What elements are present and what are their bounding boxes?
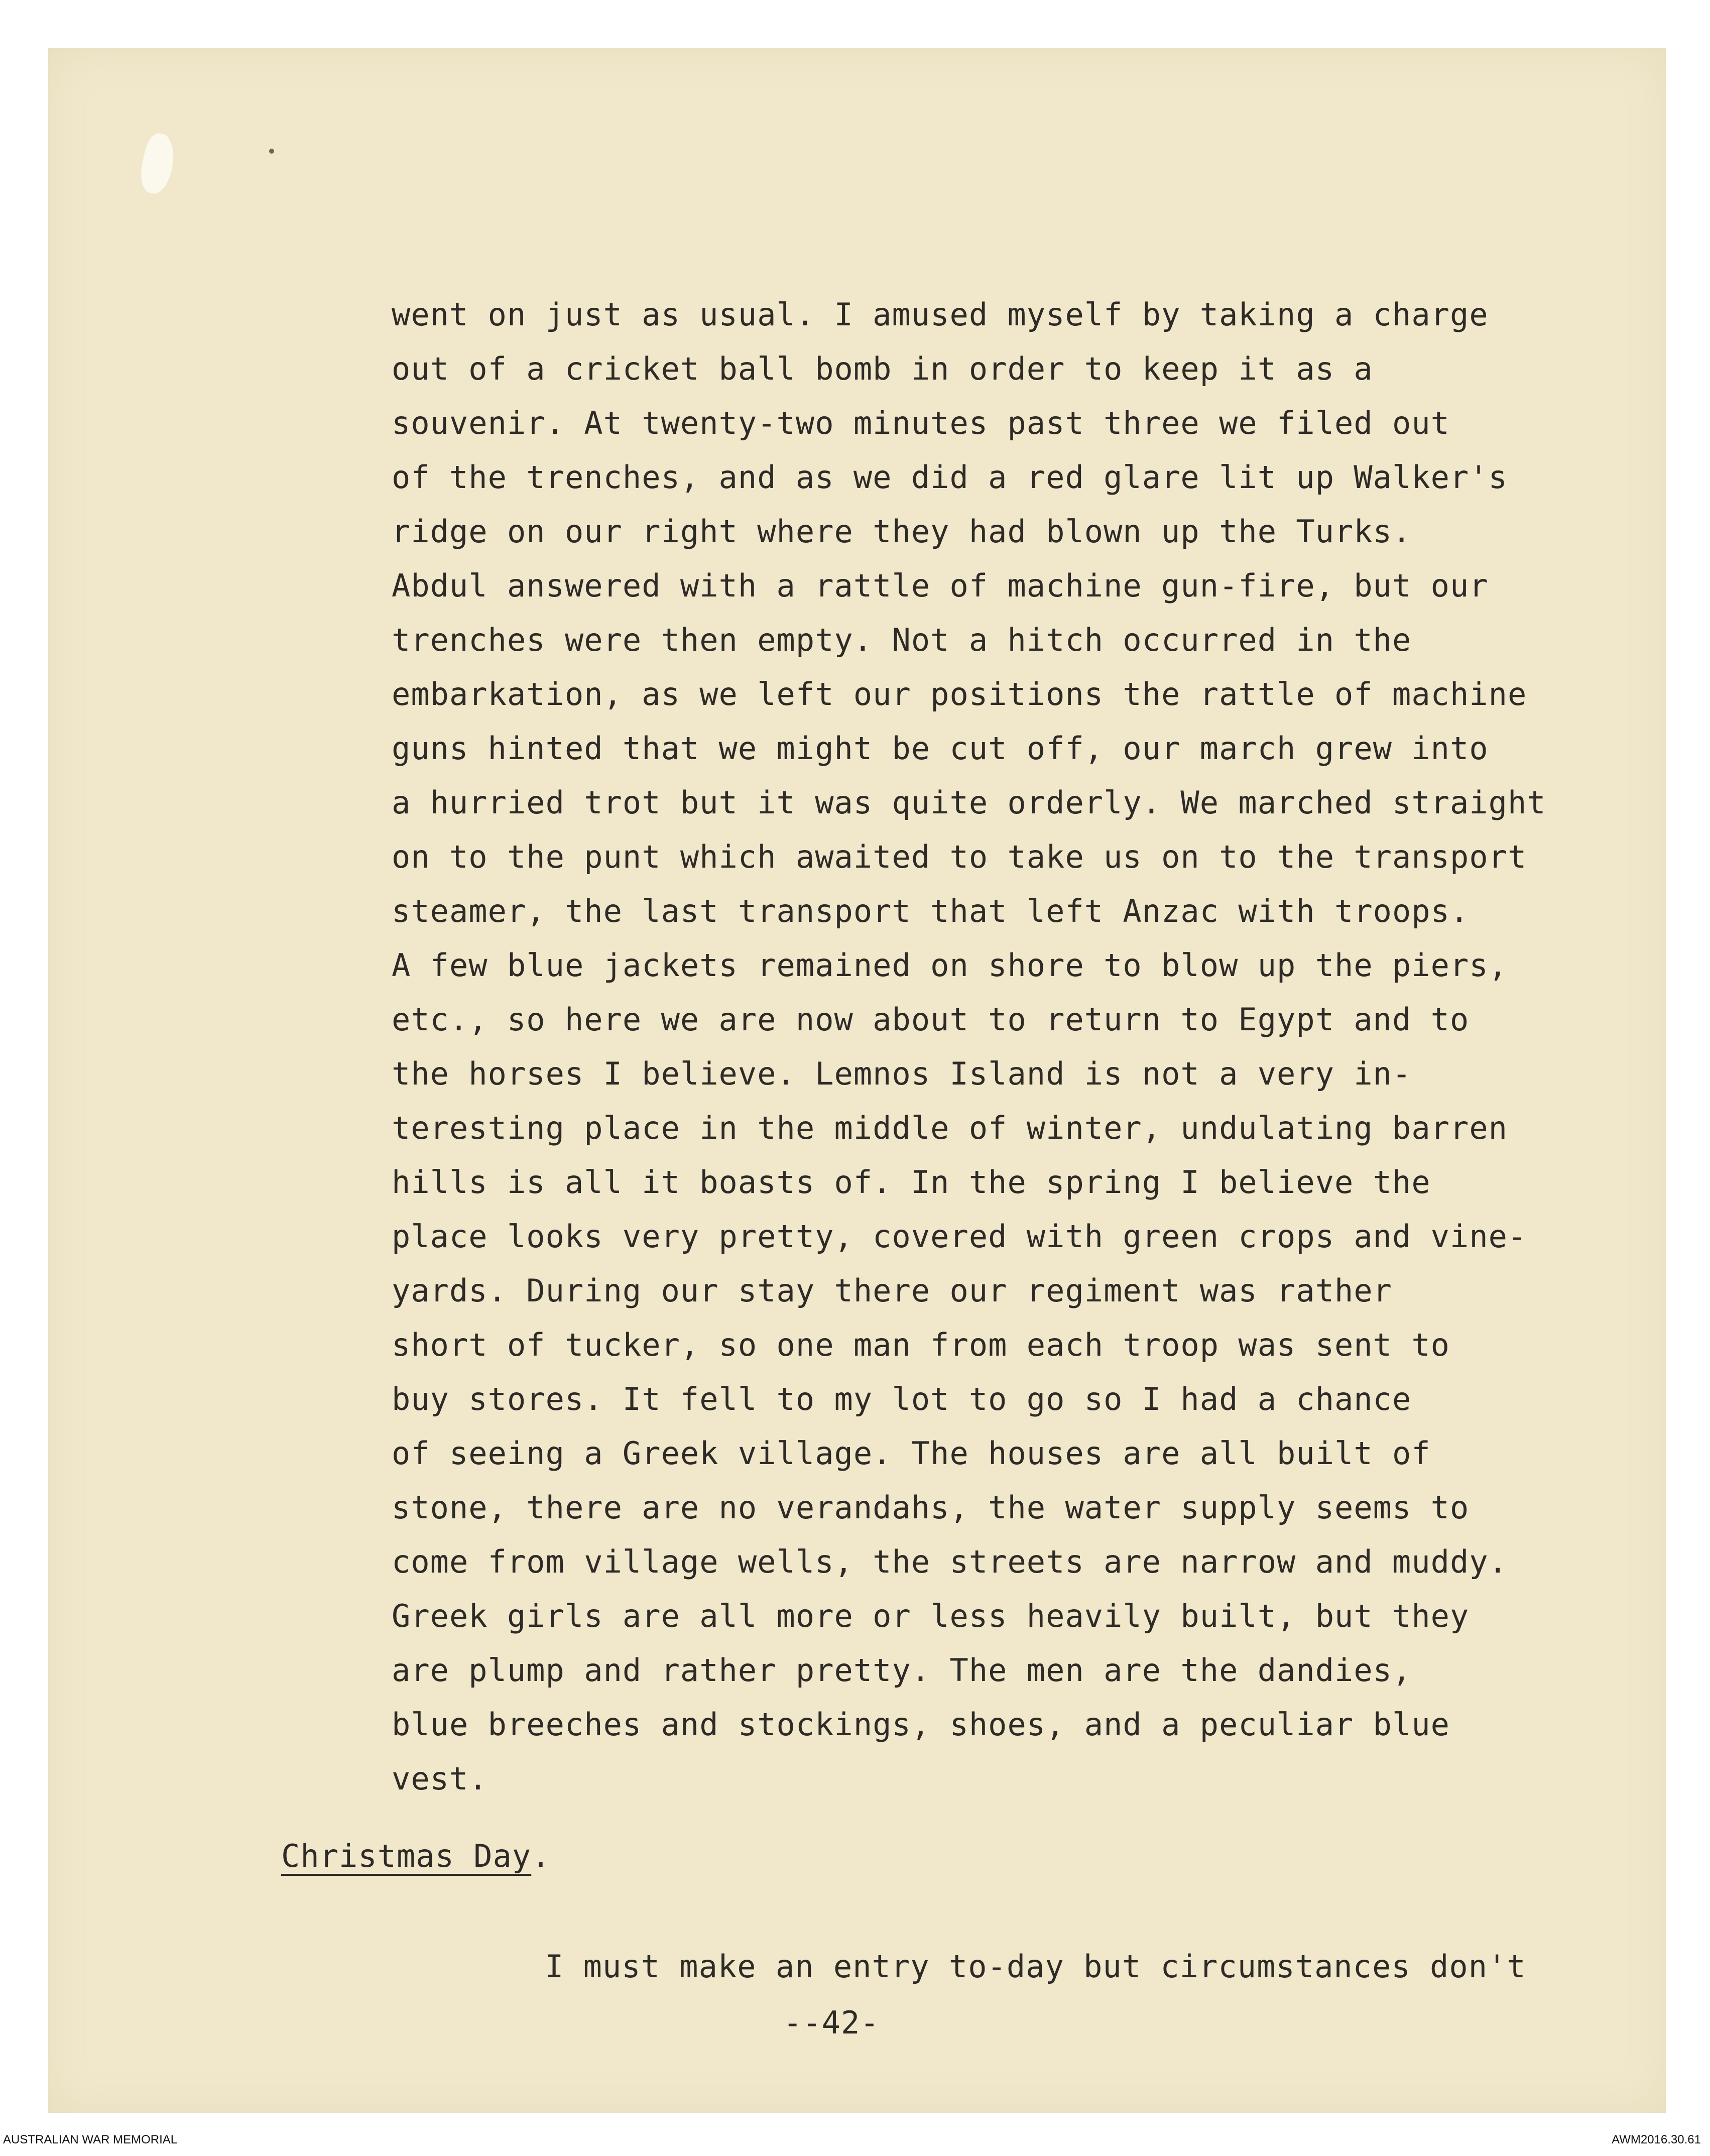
body-line: Abdul answered with a rattle of machine gun-fire, but our [392,567,1489,604]
body-line: steamer, the last transport that left Anzac with troops. [392,893,1470,929]
page-number: --42- [783,2004,880,2041]
body-line: Greek girls are all more or less heavily built, but they [392,1598,1470,1634]
section-heading [281,1838,551,1874]
body-line: A few blue jackets remained on shore to blow up the piers, [392,947,1508,984]
body-line: come from village wells, the streets are narrow and muddy. [392,1543,1508,1580]
section-heading-text: Christmas Day [281,1838,532,1874]
body-line: souvenir. At twenty-two minutes past three we filed out [392,405,1450,441]
body-line: buy stores. It fell to my lot to go so I had a chance [392,1381,1412,1417]
body-line: a hurried trot but it was quite orderly. We marched straight [392,784,1546,821]
body-line: ridge on our right where they had blown up the Turks. [392,513,1412,550]
section-heading-period: . [531,1838,551,1874]
body-line: stone, there are no verandahs, the water supply seems to [392,1489,1470,1526]
body-line: of the trenches, and as we did a red glare lit up Walker's [392,459,1508,496]
body-line: out of a cricket ball bomb in order to keep it as a [392,350,1373,387]
archive-reference: AWM2016.30.61 [1612,2133,1701,2146]
body-line: short of tucker, so one man from each troop was sent to [392,1327,1450,1363]
body-line: trenches were then empty. Not a hitch occurred in the [392,622,1412,658]
body-line: etc., so here we are now about to return to Egypt and to [392,1001,1470,1038]
body-line: yards. During our stay there our regiment was rather [392,1272,1393,1309]
body-line: place looks very pretty, covered with green crops and vine- [392,1218,1527,1255]
body-line: are plump and rather pretty. The men are the dandies, [392,1652,1412,1689]
paper-tear-mark [137,131,179,196]
body-line: the horses I believe. Lemnos Island is not a very in- [392,1055,1412,1092]
body-line: vest. [392,1760,488,1797]
archive-credit: AUSTRALIAN WAR MEMORIAL [3,2133,178,2146]
closing-line: I must make an entry to-day but circumstances don't [545,1948,1526,1985]
body-line: hills is all it boasts of. In the spring I believe the [392,1164,1431,1201]
body-line: went on just as usual. I amused myself by taking a charge [392,296,1489,333]
body-line: guns hinted that we might be cut off, our march grew into [392,730,1489,767]
body-line: teresting place in the middle of winter, undulating barren [392,1110,1508,1146]
ink-speck [269,149,274,154]
body-line: of seeing a Greek village. The houses are all built of [392,1435,1431,1472]
body-line: on to the punt which awaited to take us on to the transport [392,839,1527,875]
body-line: embarkation, as we left our positions the rattle of machine [392,676,1527,712]
body-line: blue breeches and stockings, shoes, and a peculiar blue [392,1706,1450,1743]
